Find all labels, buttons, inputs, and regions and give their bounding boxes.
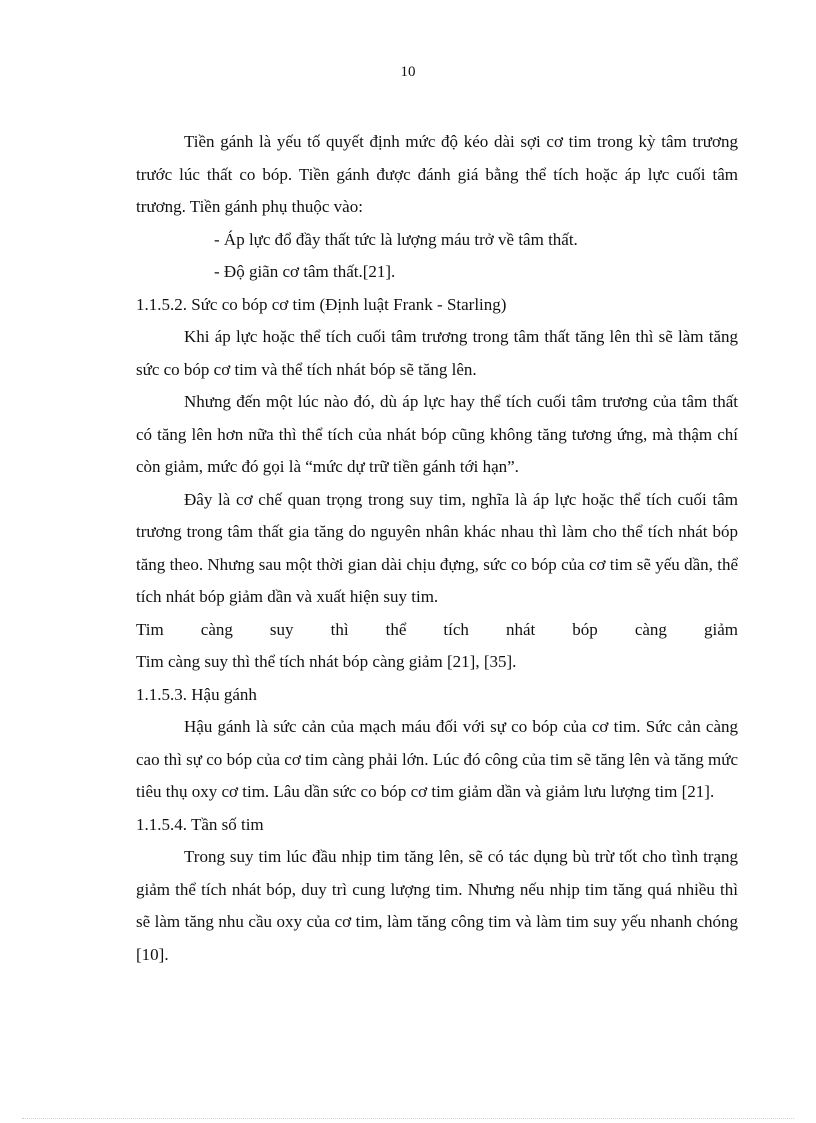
spread-word: giảm	[703, 619, 738, 639]
paragraph-contractility: Khi áp lực hoặc thể tích cuối tâm trương trong tâm thất tăng lên thì sẽ làm tăng sức co bóp cơ tim và thể tích nhát bóp sẽ tăng lên.	[136, 327, 738, 379]
page-number: 10	[400, 64, 416, 80]
spread-word: tích	[443, 619, 469, 639]
paragraph-heart-failure-mechanism: Đây là cơ chế quan trọng trong suy tim, nghĩa là áp lực hoặc thể tích cuối tâm trương trong tâm thất gia tăng do nguyên nhân khác nhau thì làm cho thể tích nhát bóp tăng theo. Nhưng sau một thời gian dài chịu đựng, sức co bóp của cơ tim sẽ yếu dần, thể tích nhát bóp giảm dần và xuất hiện suy tim.	[136, 489, 738, 606]
page-bottom-divider	[22, 1118, 794, 1119]
justified-sentence-line	[136, 614, 738, 647]
spread-word: càng	[200, 619, 233, 639]
spread-word: càng	[634, 619, 667, 639]
spread-word: Tim	[136, 619, 164, 639]
bullet-ventricular-compliance: - Độ giãn cơ tâm thất.[21].	[214, 262, 396, 281]
section-heading-frank-starling: 1.1.5.2. Sức co bóp cơ tim (Định luật Frank - Starling)	[136, 294, 507, 314]
paragraph-preload-reserve: Nhưng đến một lúc nào đó, dù áp lực hay thể tích cuối tâm trương của tâm thất có tăng lên hơn nữa thì thể tích của nhát bóp cũng không tăng tương ứng, mà thậm chí còn giảm, mức đó gọi là “mức dự trữ tiền gánh tới hạn”.	[136, 392, 738, 476]
spread-word: thì	[330, 619, 349, 639]
paragraph-tail-sentence: Tim càng suy thì thể tích nhát bóp càng giảm [21], [35].	[136, 652, 517, 671]
section-heading-heart-rate: 1.1.5.4. Tần số tim	[136, 814, 264, 834]
section-heading-afterload: 1.1.5.3. Hậu gánh	[136, 684, 257, 704]
paragraph-preload: Tiền gánh là yếu tố quyết định mức độ kéo dài sợi cơ tim trong kỳ tâm trương trước lúc thất co bóp. Tiền gánh được đánh giá bằng thể tích hoặc áp lực cuối tâm trương. Tiền gánh phụ thuộc vào:	[136, 132, 738, 216]
spread-word: nhát	[505, 619, 536, 639]
spread-word: bóp	[572, 619, 598, 639]
spread-word: thể	[385, 619, 407, 639]
paragraph-heart-rate: Trong suy tim lúc đầu nhịp tim tăng lên, sẽ có tác dụng bù trừ tốt cho tình trạng giảm thể tích nhát bóp, duy trì cung lượng tim. Nhưng nếu nhịp tim tăng quá nhiều thì sẽ làm tăng nhu cầu oxy của cơ tim, làm tăng công tim và làm tim suy yếu nhanh chóng [10].	[136, 847, 738, 964]
paragraph-afterload: Hậu gánh là sức cản của mạch máu đối với sự co bóp của cơ tim. Sức cản càng cao thì sự co bóp của cơ tim càng phải lớn. Lúc đó công của tim sẽ tăng lên và tăng mức tiêu thụ oxy cơ tim. Lâu dần sức co bóp cơ tim giảm dần và giảm lưu lượng tim [21].	[136, 717, 738, 801]
spread-word: suy	[269, 619, 294, 639]
bullet-ventricular-filling: - Áp lực đổ đầy thất tức là lượng máu trở về tâm thất.	[214, 229, 578, 249]
document-body	[136, 126, 738, 971]
